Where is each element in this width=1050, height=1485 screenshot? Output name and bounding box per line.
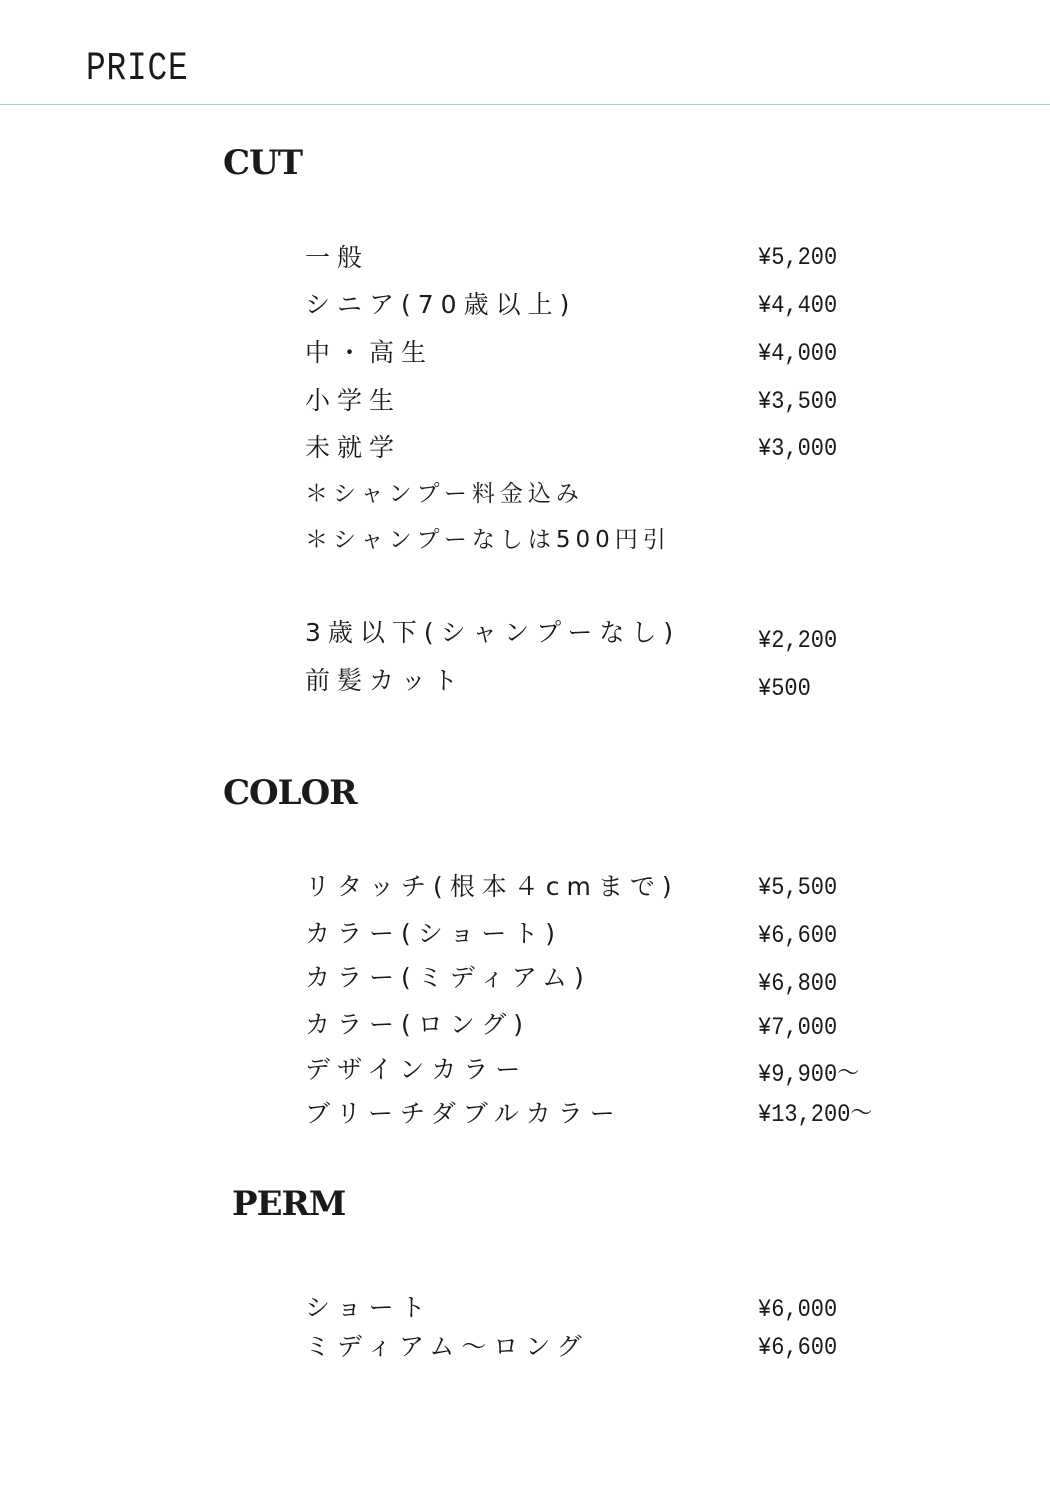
perm-item-price: ¥6,000 — [758, 1295, 838, 1324]
color-item-price: ¥6,600 — [758, 921, 838, 950]
color-item-name: カラー(ミディアム) — [305, 963, 591, 992]
cut-item-name: 中・高生 — [305, 338, 434, 367]
section-heading-cut: CUT — [223, 143, 303, 183]
section-heading-perm: PERM — [232, 1184, 346, 1224]
color-item-price: ¥6,800 — [758, 969, 838, 998]
cut-note: ＊シャンプー料金込み — [305, 481, 584, 507]
title-divider — [0, 104, 1050, 105]
color-item-price: ¥13,200～ — [758, 1100, 873, 1129]
cut-item-name: 未就学 — [305, 433, 402, 462]
page-title: PRICE — [86, 47, 189, 92]
cut-extra-item-name: 前髪カット — [305, 666, 465, 695]
perm-item-price: ¥6,600 — [758, 1333, 838, 1362]
cut-extra-item-price: ¥2,200 — [758, 626, 838, 655]
color-item-name: カラー(ショート) — [305, 919, 563, 948]
cut-item-price: ¥5,200 — [758, 243, 838, 272]
cut-item-name: シニア(70歳以上) — [305, 290, 577, 319]
color-item-name: ブリーチダブルカラー — [305, 1099, 622, 1128]
color-item-price: ¥7,000 — [758, 1013, 838, 1042]
cut-item-name: 一般 — [305, 243, 370, 272]
cut-item-price: ¥4,400 — [758, 291, 838, 320]
cut-item-name: 小学生 — [305, 386, 402, 415]
section-heading-color: COLOR — [223, 773, 357, 813]
perm-item-name: ショート — [305, 1293, 433, 1322]
perm-item-name: ミディアム～ロング — [305, 1332, 589, 1361]
cut-note: ＊シャンプーなしは500円引 — [305, 527, 671, 553]
color-item-price: ¥5,500 — [758, 873, 838, 902]
color-item-name: デザインカラー — [305, 1055, 528, 1084]
color-item-name: リタッチ(根本４cmまで) — [305, 872, 679, 901]
cut-extra-item-name: 3歳以下(シャンプーなし) — [305, 618, 681, 647]
cut-item-price: ¥3,500 — [758, 387, 838, 416]
color-item-name: カラー(ロング) — [305, 1010, 531, 1039]
cut-item-price: ¥4,000 — [758, 339, 838, 368]
cut-extra-item-price: ¥500 — [758, 674, 811, 703]
cut-item-price: ¥3,000 — [758, 434, 838, 463]
color-item-price: ¥9,900～ — [758, 1060, 860, 1089]
